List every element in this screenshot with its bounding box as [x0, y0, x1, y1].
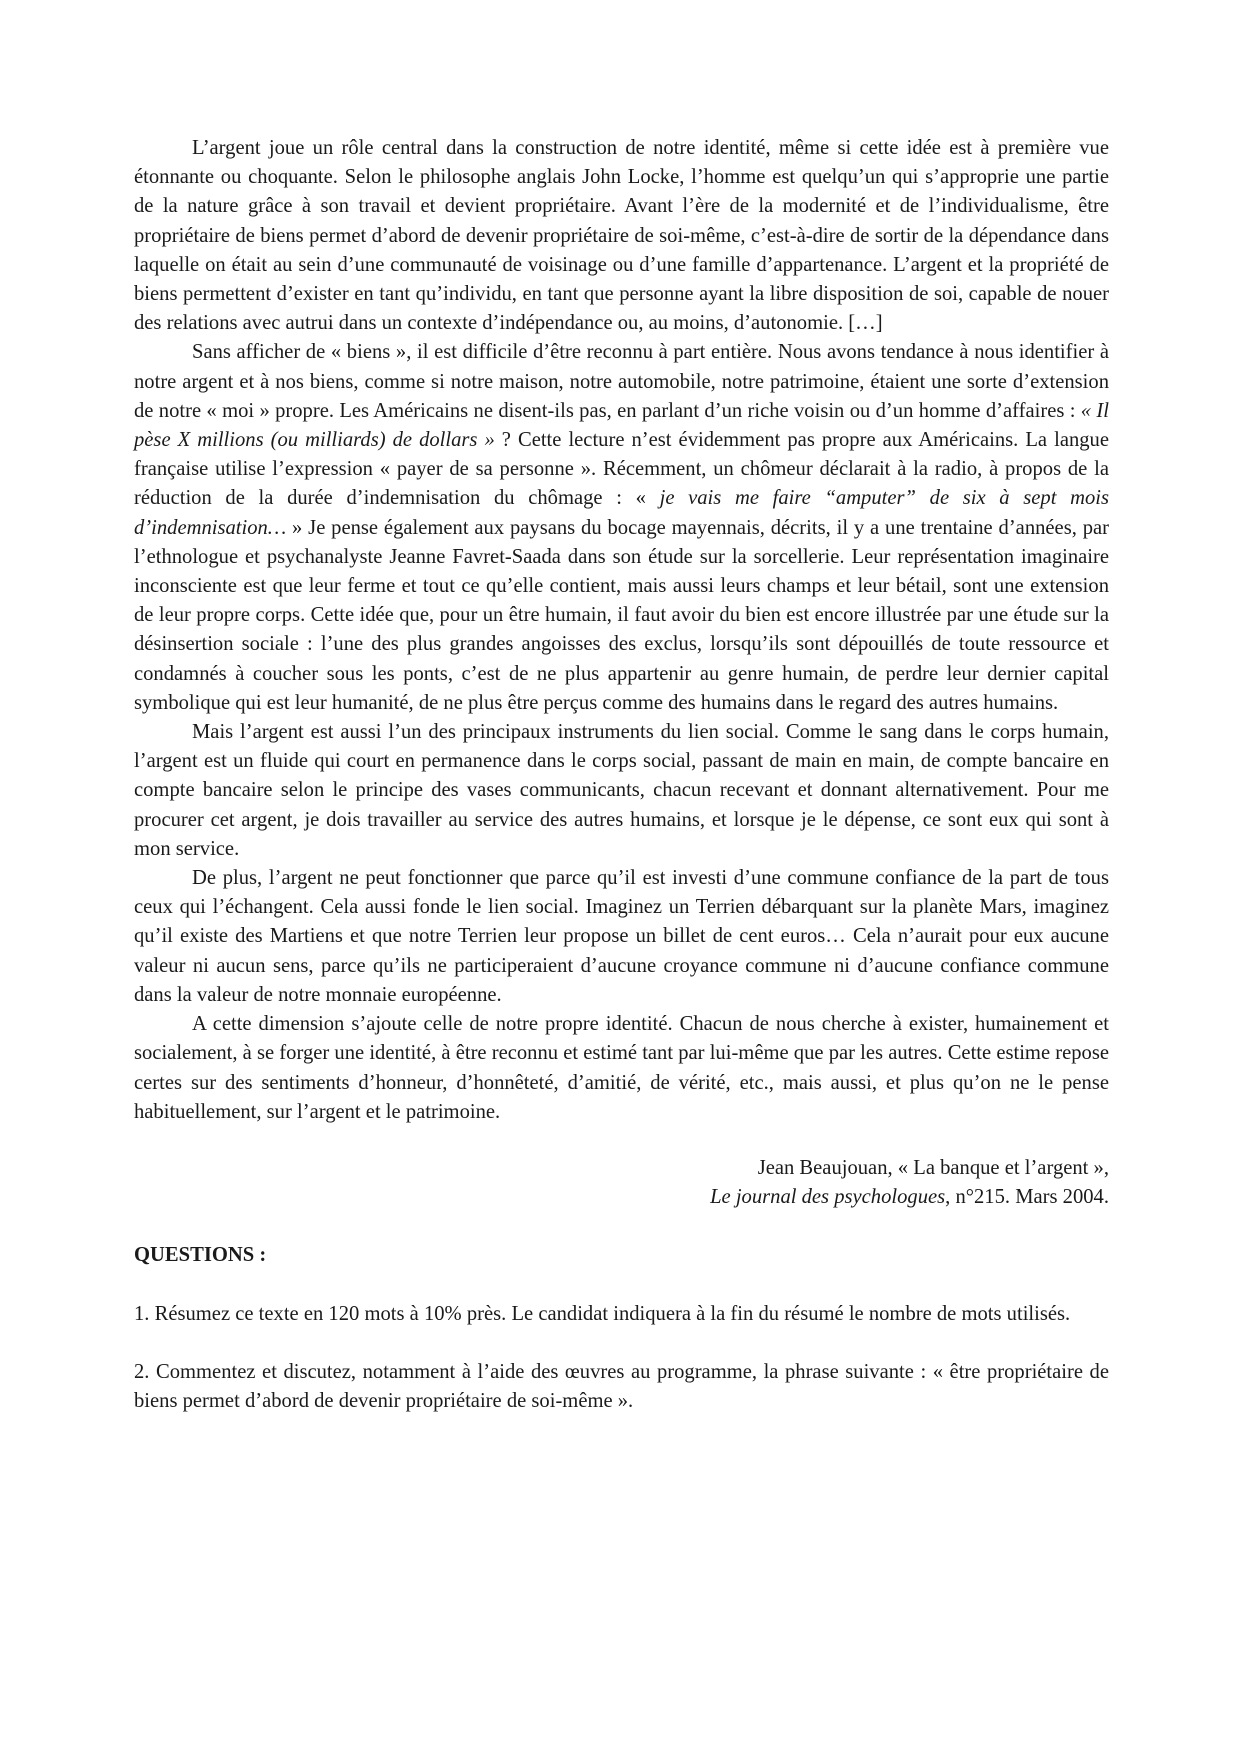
paragraph-1: L’argent joue un rôle central dans la construction de notre identité, même si cette idée est à première vue étonnante ou choquante. Selon le philosophe anglais John Locke, l’homme est quelqu’un qui s’approprie une partie de la nature grâce à son travail et devient propriétaire. Avant l’ère de la modernité et de l’individualisme, être propriétaire de biens permet d’abord de devenir propriétaire de soi-même, c’est-à-dire de sortir de la dépendance dans laquelle on était au sein d’une communauté de voisinage ou d’une famille d’appartenance. L’argent et la propriété de biens permettent d’exister en tant qu’individu, en tant que personne ayant la libre disposition de soi, capable de nouer des relations avec autrui dans un contexte d’indépendance ou, au moins, d’autonomie. […]: [134, 137, 1109, 335]
document-content: [134, 134, 1109, 1416]
source-author-title: Jean Beaujouan, « La banque et l’argent »,: [757, 1156, 1109, 1179]
paragraph-5: A cette dimension s’ajoute celle de notre propre identité. Chacun de nous cherche à exister, humainement et socialement, à se forger une identité, à être reconnu et estimé tant par lui-même que par les autres. Cette estime repose certes sur des sentiments d’honneur, d’honnêteté, d’amitié, de vérité, etc., mais aussi, et plus qu’on ne le pense habituellement, sur l’argent et le patrimoine.: [134, 1013, 1109, 1123]
paragraph-2: [134, 338, 1109, 718]
journal-name: Le journal des psychologues: [710, 1186, 946, 1209]
paragraph-3: Mais l’argent est aussi l’un des principaux instruments du lien social. Comme le sang dans le corps humain, l’argent est un fluide qui court en permanence dans le corps social, passant de main en main, de compte bancaire en compte bancaire selon le principe des vases communicants, chacun recevant et donnant alternativement. Pour me procurer cet argent, je dois travailler au service des autres humains, et lorsque je le dépense, ce sont eux qui sont à mon service.: [134, 721, 1109, 860]
paragraph-4: De plus, l’argent ne peut fonctionner que parce qu’il est investi d’une commune confiance de la part de tous ceux qui l’échangent. Cela aussi fonde le lien social. Imaginez un Terrien débarquant sur la planète Mars, imaginez qu’il existe des Martiens et que notre Terrien leur propose un billet de cent euros… Cela n’aurait pour eux aucune valeur ni aucun sens, parce qu’ils ne participeraient d’aucune croyance commune ni d’aucune confiance commune dans la valeur de notre monnaie européenne.: [134, 867, 1109, 1006]
paragraph-2-part-c: » Je pense également aux paysans du bocage mayennais, décrits, il y a une trentaine d’années, par l’ethnologue et psychanalyste Jeanne Favret-Saada dans son étude sur la sorcellerie. Leur représentation imaginaire inconsciente est que leur ferme et tout ce qu’elle contient, mais aussi leurs champs et leur bétail, sont une extension de leur propre corps. Cette idée que, pour un être humain, il faut avoir du bien est encore illustrée par une étude sur la désinsertion sociale : l’une des plus grandes angoisses des exclus, lorsqu’ils sont dépouillés de toute ressource et condamnés à coucher sous les ponts, c’est de ne plus appartenir au genre humain, de perdre leur dernier capital symbolique qui est leur humanité, de ne plus être perçus comme des humains dans le regard des autres humains.: [134, 516, 1109, 714]
paragraph-2-part-b: ? Cette lecture n’est évidemment pas propre aux Américains. La langue française utilise l’expression « payer de sa personne ». Récemment, un chômeur déclarait à la radio, à propos de la réduction de la durée d’indemnisation du chômage : «: [134, 429, 1109, 510]
paragraph-2-part-a: Sans afficher de « biens », il est difficile d’être reconnu à part entière. Nous avons tendance à nous identifier à notre argent et à nos biens, comme si notre maison, notre automobile, notre patrimoine, étaient une sorte d’extension de notre « moi » propre. Les Américains ne disent-ils pas, en parlant d’un riche voisin ou d’un homme d’affaires :: [134, 341, 1109, 422]
questions-heading: QUESTIONS :: [134, 1244, 267, 1267]
source-publication: [134, 1183, 1109, 1212]
quote-unemployed: je vais me faire “amputer” de six à sept mois d’indemnisation…: [134, 487, 1110, 539]
quote-americans: « Il pèse X millions (ou milliards) de dollars »: [134, 399, 1109, 452]
question-2: 2. Commentez et discutez, notamment à l’aide des œuvres au programme, la phrase suivante : « être propriétaire de biens permet d’abord de devenir propriétaire de soi-même ».: [134, 1360, 1109, 1412]
journal-issue: , n°215. Mars 2004.: [945, 1186, 1109, 1209]
source-citation: [134, 1154, 1109, 1212]
question-1: 1. Résumez ce texte en 120 mots à 10% près. Le candidat indiquera à la fin du résumé le nombre de mots utilisés.: [134, 1302, 1071, 1325]
